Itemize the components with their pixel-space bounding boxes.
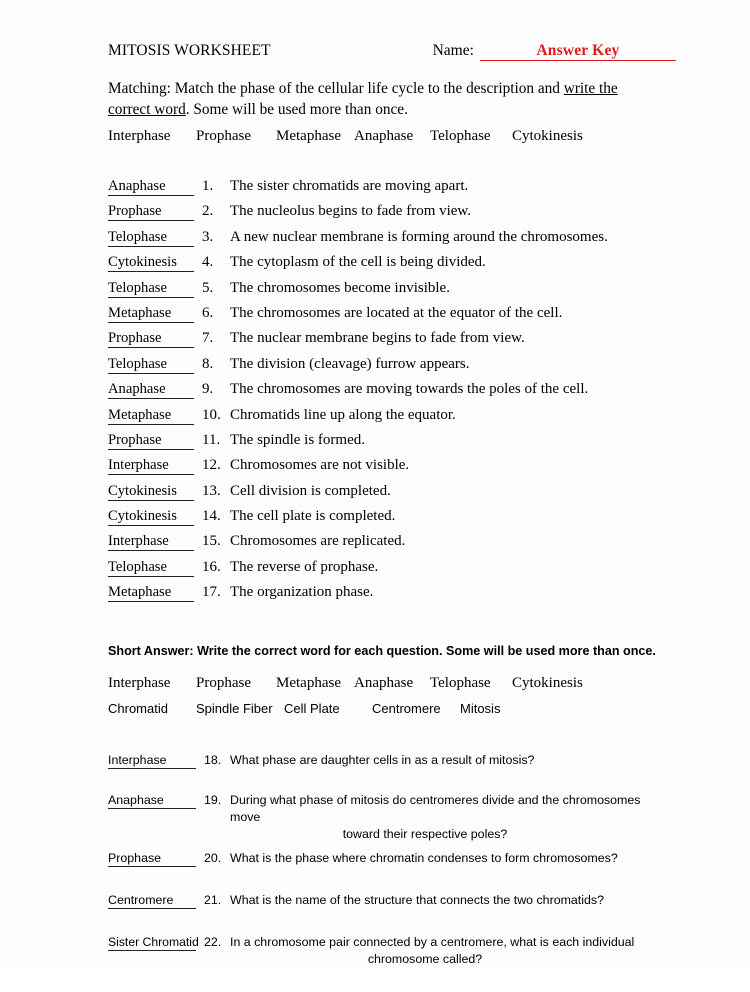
question-text: The sister chromatids are moving apart.: [230, 178, 469, 194]
question-text: A new nuclear membrane is forming around the chromosomes.: [230, 228, 608, 245]
table-row: [108, 457, 648, 482]
table-row: [108, 559, 648, 584]
table-row: [108, 381, 648, 406]
table-row: [108, 280, 648, 305]
question-text: The division (cleavage) furrow appears.: [230, 355, 470, 372]
word-bank-term: Spindle Fiber: [196, 701, 273, 716]
question-text: Cell division is completed.: [230, 482, 391, 499]
answer-blank[interactable]: Telophase: [108, 229, 194, 247]
answer-blank[interactable]: Metaphase: [108, 305, 194, 323]
question-number: 10.: [202, 406, 221, 423]
question-text: The spindle is formed.: [230, 431, 365, 448]
document-header: [108, 42, 620, 61]
question-text-line2: chromosome called?: [367, 952, 483, 966]
question-text: The chromosomes become invisible.: [230, 279, 450, 296]
question-text: Chromosomes are replicated.: [230, 533, 406, 550]
word-bank-term: Anaphase: [354, 128, 414, 144]
question-number: 20.: [204, 851, 222, 865]
word-bank-term: Interphase: [108, 675, 171, 691]
word-bank-term: Interphase: [108, 128, 171, 144]
answer-blank[interactable]: Interphase: [108, 533, 194, 551]
answer-blank[interactable]: Telophase: [108, 559, 194, 577]
question-number: 14.: [202, 508, 221, 525]
question-number: 4.: [202, 254, 214, 271]
question-number: 5.: [202, 279, 214, 296]
short-answer-word-bank-row2: [108, 701, 628, 721]
question-number: 17.: [202, 584, 221, 601]
question-number: 6.: [202, 304, 214, 321]
table-row: [108, 356, 648, 381]
answer-blank[interactable]: Interphase: [108, 457, 194, 475]
question-text-line1: In a chromosome pair connected by a centromere, what is each individual: [230, 935, 635, 949]
answer-blank[interactable]: Prophase: [108, 432, 194, 450]
table-row: [108, 178, 648, 203]
answer-blank[interactable]: Telophase: [108, 280, 194, 298]
question-text: What is the name of the structure that connects the two chromatids?: [230, 893, 604, 907]
answer-blank[interactable]: Metaphase: [108, 407, 194, 425]
question-text: The cytoplasm of the cell is being divided.: [230, 254, 486, 271]
answer-blank[interactable]: Anaphase: [108, 178, 194, 196]
name-field-group: [433, 42, 676, 61]
question-text-line1: During what phase of mitosis do centromeres divide and the chromosomes move: [230, 793, 641, 824]
matching-question-list: [108, 178, 648, 610]
word-bank-term: Metaphase: [276, 128, 341, 144]
name-label: Name:: [432, 42, 474, 59]
question-number: 9.: [202, 381, 214, 398]
question-text: What is the phase where chromatin condenses to form chromosomes?: [230, 851, 618, 865]
word-bank-term: Centromere: [372, 701, 441, 716]
word-bank-term: Telophase: [430, 128, 491, 144]
instructions-text-part1: Matching: Match the phase of the cellular life cycle to the description and: [108, 80, 564, 97]
table-row: [108, 254, 648, 279]
table-row: [108, 203, 648, 228]
matching-word-bank: [108, 128, 628, 148]
question-text: The nuclear membrane begins to fade from view.: [230, 330, 525, 347]
question-text: [230, 792, 650, 843]
word-bank-term: Cell Plate: [284, 701, 340, 716]
word-bank-term: Telophase: [430, 675, 491, 691]
question-number: 11.: [202, 431, 221, 448]
short-answer-heading: Short Answer: Write the correct word for each question. Some will be used more than once.: [108, 644, 656, 658]
table-row: [108, 533, 648, 558]
answer-blank[interactable]: Prophase: [108, 850, 196, 867]
question-number: 12.: [202, 457, 221, 474]
matching-instructions: [108, 78, 618, 120]
question-text: What phase are daughter cells in as a result of mitosis?: [230, 753, 535, 767]
word-bank-term: Cytokinesis: [512, 675, 583, 691]
word-bank-term: Cytokinesis: [512, 128, 583, 144]
answer-blank[interactable]: Cytokinesis: [108, 483, 194, 501]
table-row: [108, 508, 648, 533]
question-text: [230, 934, 650, 968]
answer-blank[interactable]: Centromere: [108, 892, 196, 909]
table-row: [108, 229, 648, 254]
question-text: The cell plate is completed.: [230, 508, 396, 525]
answer-blank[interactable]: Telophase: [108, 356, 194, 374]
question-text-line2: toward their respective poles?: [342, 827, 508, 841]
word-bank-term: Metaphase: [276, 675, 341, 691]
word-bank-term: Chromatid: [108, 701, 168, 716]
answer-blank[interactable]: Anaphase: [108, 792, 196, 809]
question-number: 1.: [202, 178, 214, 194]
answer-blank[interactable]: Prophase: [108, 203, 194, 221]
instructions-underlined-2: correct word: [108, 101, 186, 118]
short-answer-question-list: [108, 752, 653, 992]
short-answer-word-bank-row1: [108, 675, 628, 695]
answer-blank[interactable]: Sister Chromatid: [108, 935, 199, 949]
answer-blank[interactable]: Interphase: [108, 752, 196, 769]
question-text: Chromosomes are not visible.: [230, 457, 410, 474]
word-bank-term: Prophase: [196, 675, 251, 691]
table-row: [108, 584, 648, 609]
question-text: Chromatids line up along the equator.: [230, 406, 456, 423]
list-item: [108, 792, 653, 841]
question-number: 8.: [202, 355, 214, 372]
answer-blank[interactable]: Anaphase: [108, 381, 194, 399]
table-row: [108, 407, 648, 432]
question-number: 21.: [204, 893, 222, 907]
question-text: The chromosomes are moving towards the poles of the cell.: [230, 381, 589, 398]
question-number: 7.: [202, 330, 214, 347]
name-input-blank[interactable]: [480, 43, 676, 61]
question-text: The chromosomes are located at the equator of the cell.: [230, 304, 563, 321]
word-bank-term: Anaphase: [354, 675, 414, 691]
question-text: The organization phase.: [230, 584, 374, 601]
question-number: 22.: [204, 935, 222, 949]
page-title: MITOSIS WORKSHEET: [108, 42, 271, 59]
question-number: 18.: [204, 753, 222, 767]
list-item: [108, 850, 653, 880]
instructions-text-part2: . Some will be used more than once.: [185, 101, 408, 118]
table-row: [108, 305, 648, 330]
question-number: 16.: [202, 558, 221, 575]
answer-blank[interactable]: Metaphase: [108, 584, 194, 602]
question-number: 2.: [202, 203, 214, 220]
word-bank-term: Mitosis: [460, 701, 501, 716]
question-number: 19.: [204, 793, 222, 807]
question-text: The nucleolus begins to fade from view.: [230, 203, 472, 220]
question-number: 15.: [202, 533, 221, 550]
table-row: [108, 330, 648, 355]
answer-blank[interactable]: Cytokinesis: [108, 254, 194, 272]
question-text: The reverse of prophase.: [230, 558, 379, 575]
name-value: Answer Key: [536, 42, 620, 59]
list-item: [108, 934, 653, 980]
list-item: [108, 752, 653, 780]
table-row: [108, 432, 648, 457]
list-item: [108, 892, 653, 922]
answer-blank[interactable]: Prophase: [108, 330, 194, 348]
instructions-underlined-1: write the: [563, 80, 618, 97]
question-number: 13.: [202, 482, 221, 499]
word-bank-term: Prophase: [196, 128, 251, 144]
table-row: [108, 483, 648, 508]
answer-blank[interactable]: Cytokinesis: [108, 508, 194, 526]
question-number: 3.: [202, 228, 214, 245]
